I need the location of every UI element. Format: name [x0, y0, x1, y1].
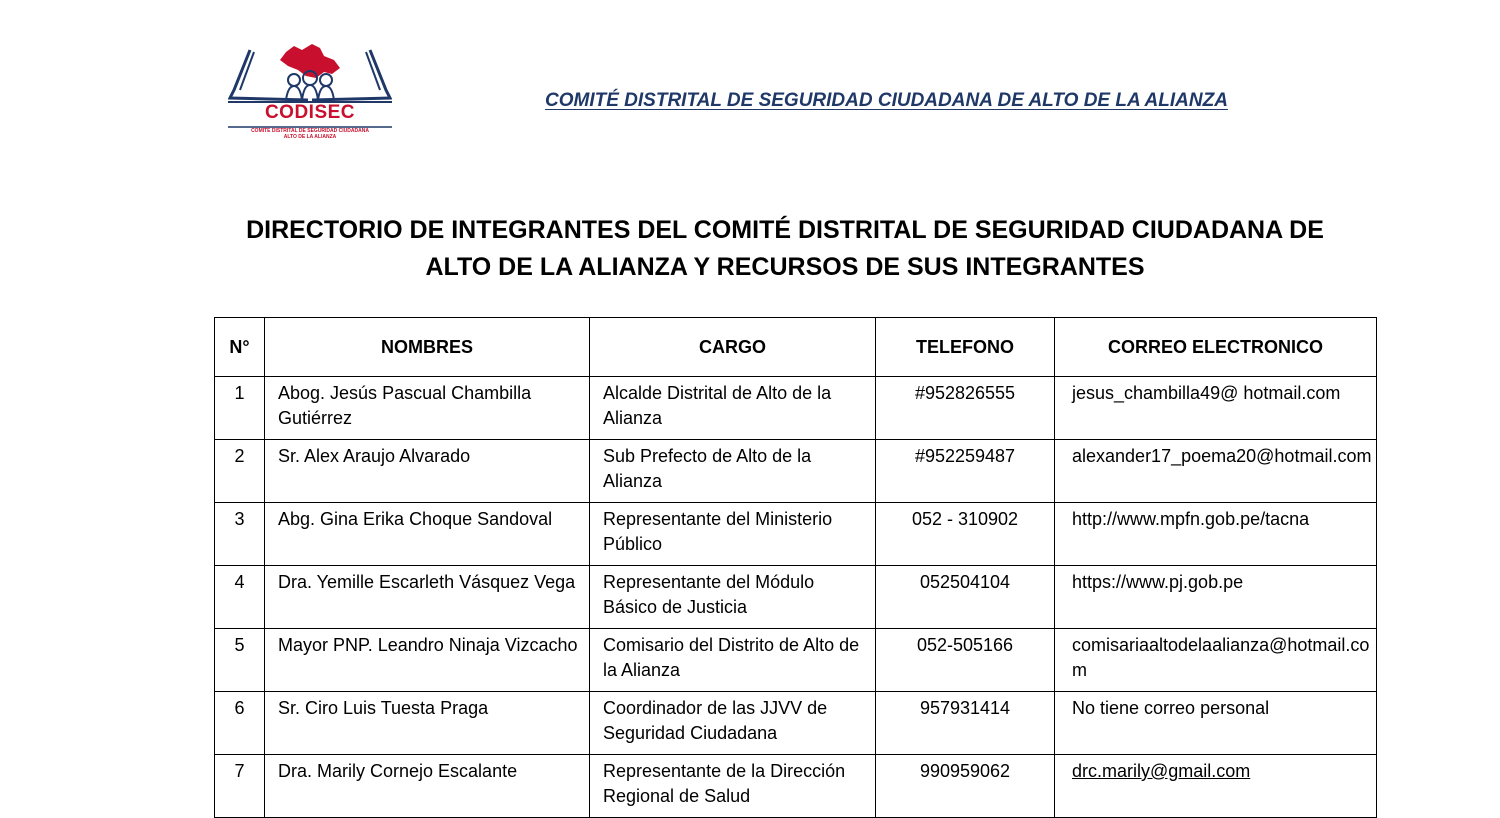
row-correo: comisariaaltodelaalianza@hotmail.com	[1055, 629, 1377, 692]
row-num: 5	[215, 629, 265, 692]
logo-subtitle-line1: COMITÉ DISTRITAL DE SEGURIDAD CIUDADANA	[251, 128, 369, 134]
row-telefono: #952259487	[876, 440, 1055, 503]
table-row	[215, 629, 1377, 692]
codisec-emblem-icon	[228, 42, 392, 104]
row-telefono: #952826555	[876, 377, 1055, 440]
logo-subtitle-line2: ALTO DE LA ALIANZA	[283, 134, 337, 140]
codisec-logo	[228, 42, 392, 142]
table-row	[215, 566, 1377, 629]
row-cargo: Representante de la Dirección Regional de Salud	[590, 755, 876, 818]
header-num: N°	[215, 318, 265, 377]
document-title-line1: DIRECTORIO DE INTEGRANTES DEL COMITÉ DISTRITAL DE SEGURIDAD CIUDADANA DE	[246, 216, 1324, 244]
row-telefono: 052-505166	[876, 629, 1055, 692]
row-correo: jesus_chambilla49@ hotmail.com	[1055, 377, 1377, 440]
table-row	[215, 440, 1377, 503]
row-nombre: Dra. Marily Cornejo Escalante	[265, 755, 590, 818]
row-num: 2	[215, 440, 265, 503]
row-nombre: Sr. Alex Araujo Alvarado	[265, 440, 590, 503]
header-cargo: CARGO	[590, 318, 876, 377]
row-cargo: Sub Prefecto de Alto de la Alianza	[590, 440, 876, 503]
header-telefono: TELEFONO	[876, 318, 1055, 377]
row-nombre: Abg. Gina Erika Choque Sandoval	[265, 503, 590, 566]
row-nombre: Mayor PNP. Leandro Ninaja Vizcacho	[265, 629, 590, 692]
row-cargo: Representante del Módulo Básico de Justicia	[590, 566, 876, 629]
row-num: 6	[215, 692, 265, 755]
row-cargo: Coordinador de las JJVV de Seguridad Ciudadana	[590, 692, 876, 755]
email-link[interactable]: drc.marily@gmail.com	[1072, 761, 1251, 781]
row-telefono: 990959062	[876, 755, 1055, 818]
row-correo-link[interactable]	[1055, 755, 1377, 818]
directory-table	[214, 317, 1377, 818]
table-header-row	[215, 318, 1377, 377]
row-num: 3	[215, 503, 265, 566]
row-num: 4	[215, 566, 265, 629]
row-nombre: Abog. Jesús Pascual Chambilla Gutiérrez	[265, 377, 590, 440]
row-nombre: Sr. Ciro Luis Tuesta Praga	[265, 692, 590, 755]
row-cargo: Representante del Ministerio Público	[590, 503, 876, 566]
row-correo: alexander17_poema20@hotmail.com	[1055, 440, 1377, 503]
row-nombre: Dra. Yemille Escarleth Vásquez Vega	[265, 566, 590, 629]
table-row	[215, 377, 1377, 440]
row-cargo: Comisario del Distrito de Alto de la Alianza	[590, 629, 876, 692]
row-correo: https://www.pj.gob.pe	[1055, 566, 1377, 629]
row-num: 7	[215, 755, 265, 818]
header-title: COMITÉ DISTRITAL DE SEGURIDAD CIUDADANA DE ALTO DE LA ALIANZA	[545, 90, 1228, 111]
row-telefono: 957931414	[876, 692, 1055, 755]
header-nombres: NOMBRES	[265, 318, 590, 377]
table-row	[215, 755, 1377, 818]
logo-name: CODISEC	[264, 102, 356, 123]
table-row	[215, 503, 1377, 566]
row-correo: No tiene correo personal	[1055, 692, 1377, 755]
row-num: 1	[215, 377, 265, 440]
document-title	[214, 212, 1356, 286]
row-telefono: 052504104	[876, 566, 1055, 629]
row-correo: http://www.mpfn.gob.pe/tacna	[1055, 503, 1377, 566]
table-row	[215, 692, 1377, 755]
header-correo: CORREO ELECTRONICO	[1055, 318, 1377, 377]
document-title-line2: ALTO DE LA ALIANZA Y RECURSOS DE SUS INTEGRANTES	[425, 253, 1145, 281]
row-telefono: 052 - 310902	[876, 503, 1055, 566]
row-cargo: Alcalde Distrital de Alto de la Alianza	[590, 377, 876, 440]
